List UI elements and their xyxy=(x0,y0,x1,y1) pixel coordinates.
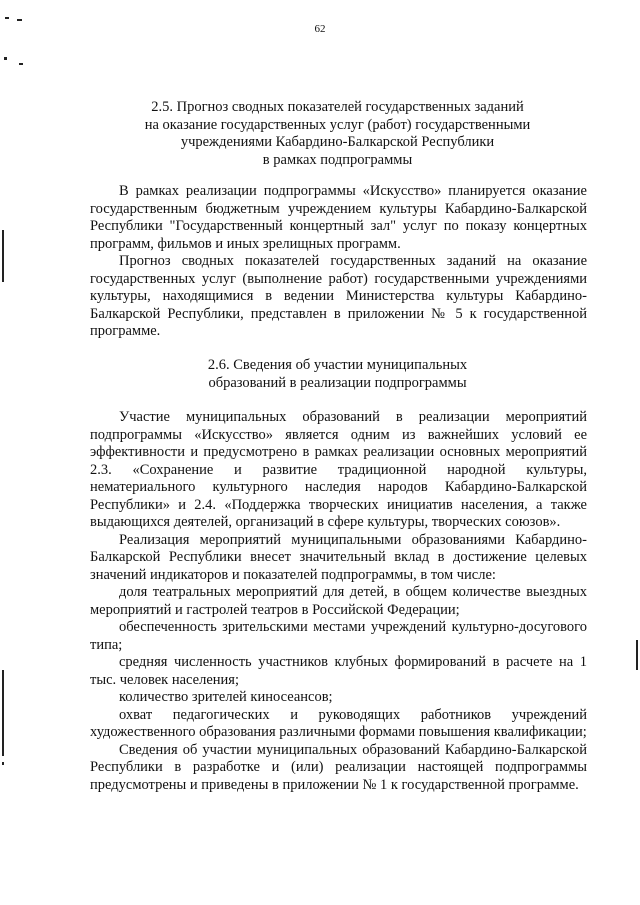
scan-mark xyxy=(2,230,4,282)
scan-mark xyxy=(636,640,638,670)
heading-line: в рамках подпрограммы xyxy=(262,151,413,168)
list-item: средняя численность участников клубных формирований в расчете на 1 тыс. человек населения; xyxy=(90,654,587,688)
paragraph: Участие муниципальных образований в реализации мероприятий подпрограммы «Искусство» является одним из важнейших условий ее эффективности и предусмотрено в рамках реализации основных мероприятий 2.3. «Сохранение и развитие традиционной народной культуры, нематериального культурного наследия народов Кабардино-Балкарской Республики» и 2.4. «Поддержка творческих инициатив населения, а также выдающихся деятелей, организаций в сфере культуры, творческих союзов». xyxy=(90,409,587,530)
scan-mark xyxy=(2,762,4,765)
paragraph: Реализация мероприятий муниципальными образованиями Кабардино-Балкарской Республики внесет значительный вклад в достижение целевых значений индикаторов и показателей подпрограммы, в том числе: xyxy=(90,531,587,583)
page-number: 62 xyxy=(314,23,326,35)
heading-line: на оказание государственных услуг (работ) государственными xyxy=(144,116,531,133)
list-item: обеспеченность зрительскими местами учреждений культурно-досугового типа; xyxy=(90,619,587,653)
paragraph: Прогноз сводных показателей государственных заданий на оказание государственных услуг (выполнение работ) государственными учреждениями культуры, находящимися в ведении Министерства культуры Кабардино-Балкарской Республики, представлен в приложении № 5 к государственной программе. xyxy=(90,253,587,339)
section-body-2-6 xyxy=(90,409,587,794)
heading-line: 2.5. Прогноз сводных показателей государственных заданий xyxy=(151,99,524,115)
section-heading-2-5 xyxy=(90,99,585,169)
heading-line: образований в реализации подпрограммы xyxy=(208,374,467,391)
paragraph: Сведения об участии муниципальных образований Кабардино-Балкарской Республики в разработке и (или) реализации настоящей подпрограммы предусмотрены и приведены в приложении № 1 к государственной программе. xyxy=(90,741,587,793)
scan-mark xyxy=(19,63,23,65)
scan-mark xyxy=(2,670,4,756)
paragraph: В рамках реализации подпрограммы «Искусство» планируется оказание государственным бюджетным учреждением культуры Кабардино-Балкарской Республики "Государственный концертный зал" услуг по показу концертных программ, фильмов и иных зрелищных программ. xyxy=(90,183,587,252)
heading-line: учреждениями Кабардино-Балкарской Республики xyxy=(180,134,495,150)
scan-mark xyxy=(4,57,7,60)
scan-mark xyxy=(5,17,9,19)
section-body-2-5 xyxy=(90,183,587,341)
scan-mark xyxy=(17,19,22,21)
list-item: доля театральных мероприятий для детей, в общем количестве выездных мероприятий и гастролей театров в Российской Федерации; xyxy=(90,584,587,618)
section-heading-2-6 xyxy=(90,357,585,392)
list-item: охват педагогических и руководящих работников учреждений художественного образования различными формами повышения квалификации; xyxy=(90,706,587,740)
heading-line: 2.6. Сведения об участии муниципальных xyxy=(207,357,468,373)
list-item: количество зрителей киносеансов; xyxy=(119,689,333,705)
